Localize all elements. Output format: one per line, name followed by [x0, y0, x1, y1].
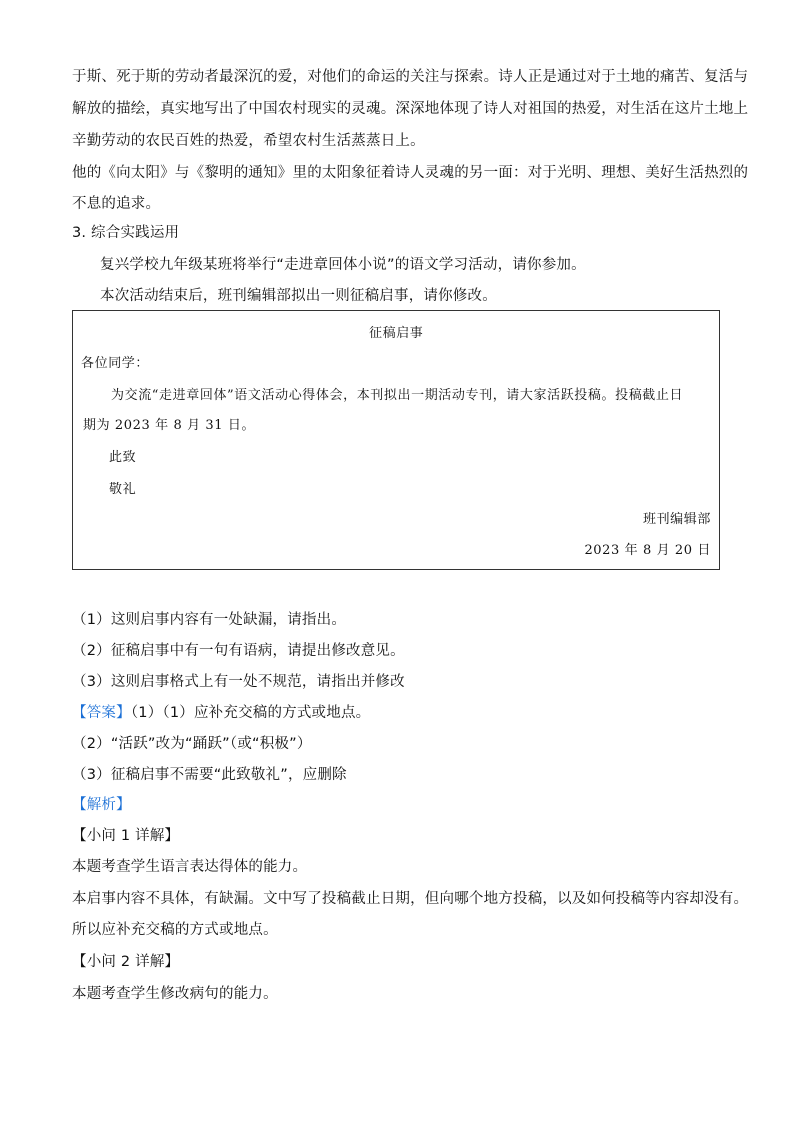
intro-line-2: 解放的描绘，真实地写出了中国农村现实的灵魂。深深地体现了诗人对祖国的热爱，对生活在这片土地上 — [72, 101, 749, 117]
notice-closing-1: 此致 — [109, 450, 137, 465]
subquestion-2: （2）征稿启事中有一句有语病，请提出修改意见。 — [72, 643, 405, 659]
subquestion-3: （3）这则启事格式上有一处不规范，请指出并修改 — [72, 674, 405, 690]
notice-closing-2: 敬礼 — [109, 482, 137, 497]
analysis-tag: 【解析】 — [72, 797, 131, 813]
intro-line-5: 不息的追求。 — [72, 196, 161, 212]
notice-date: 2023 年 8 月 20 日 — [584, 543, 711, 558]
analysis-sub1-line-2: 本启事内容不具体，有缺漏。文中写了投稿截止日期，但向哪个地方投稿，以及如何投稿等内容却没有。 — [72, 891, 749, 907]
notice-box — [72, 310, 720, 570]
analysis-sub2-line-1: 本题考查学生修改病句的能力。 — [72, 986, 278, 1002]
intro-line-3: 辛勤劳动的农民百姓的热爱，希望农村生活蒸蒸日上。 — [72, 133, 425, 149]
analysis-sub2-title: 【小问 2 详解】 — [72, 954, 180, 970]
analysis-sub1-line-1: 本题考查学生语言表达得体的能力。 — [72, 859, 308, 875]
analysis-sub1-title: 【小问 1 详解】 — [72, 828, 180, 844]
question-para-1: 复兴学校九年级某班将举行“走进章回体小说”的语文学习活动，请你参加。 — [100, 257, 586, 273]
notice-body-line-2: 期为 2023 年 8 月 31 日。 — [83, 418, 256, 433]
notice-signer: 班刊编辑部 — [642, 512, 711, 527]
intro-line-4: 他的《向太阳》与《黎明的通知》里的太阳象征着诗人灵魂的另一面：对于光明、理想、美好生活热烈的 — [72, 165, 749, 181]
question-title: 3. 综合实践运用 — [72, 225, 180, 241]
analysis-sub1-line-3: 所以应补充交稿的方式或地点。 — [72, 922, 278, 938]
answer-tag: 【答案】 — [72, 705, 131, 721]
notice-title: 征稿启事 — [369, 326, 424, 341]
question-para-2: 本次活动结束后，班刊编辑部拟出一则征稿启事，请你修改。 — [100, 288, 497, 304]
notice-body-line-1: 为交流“走进章回体”语文活动心得体会，本刊拟出一期活动专刊，请大家活跃投稿。投稿截止日 — [111, 388, 684, 403]
answer-line-2: （2）“活跃”改为“踊跃”（或“积极”） — [72, 736, 312, 752]
answer-line-1 — [72, 703, 370, 723]
intro-line-1: 于斯、死于斯的劳动者最深沉的爱，对他们的命运的关注与探索。诗人正是通过对于土地的痛苦、复活与 — [72, 69, 749, 85]
answer-text-1: （1）（1）应补充交稿的方式或地点。 — [130, 705, 371, 721]
notice-greeting: 各位同学： — [81, 356, 150, 371]
answer-line-3: （3）征稿启事不需要“此致敬礼”，应删除 — [72, 767, 347, 783]
subquestion-1: （1）这则启事内容有一处缺漏，请指出。 — [72, 612, 347, 628]
